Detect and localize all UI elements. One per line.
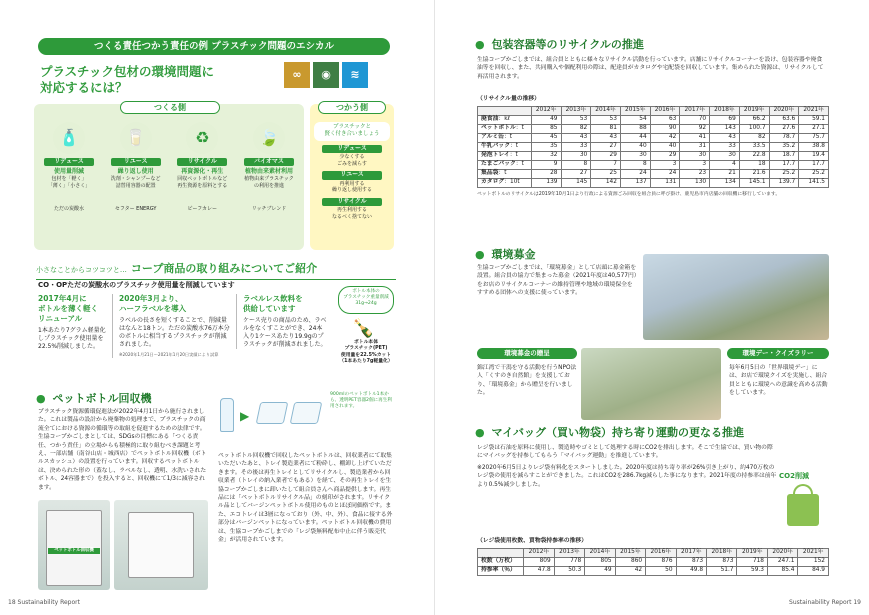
mybag-title bbox=[475, 426, 744, 441]
bag-caption: （レジ袋使用枚数、買物袋持参率の推移） bbox=[477, 538, 587, 544]
item-product: ただの炭酸水 bbox=[53, 205, 84, 212]
quiz-body: 毎年6月5日の「世界環境デー」には、お店で環境クイズを実施し、組合員とともに環境への意識を高める活動をしています。 bbox=[729, 365, 828, 397]
recycle-icon: ♻ bbox=[186, 122, 218, 154]
recycle-table bbox=[477, 106, 829, 188]
table-cell: 145 bbox=[561, 179, 591, 188]
quiz-label: 環境デー・クイズラリー bbox=[727, 348, 829, 359]
table-cell: 18 bbox=[739, 161, 769, 170]
recycle-note: ペットボトルのリサイクルは2019年10月1日より行政による資源ごみ回収を組合員に呼び掛け、鹿児島市内店舗の回収機に移行しています。 bbox=[477, 192, 781, 197]
year-header: 2019年 bbox=[739, 107, 769, 116]
case3-title: ラベルレス飲料を 供給しています bbox=[243, 294, 303, 313]
tsukau-text: 再利用する 繰り返し使用する bbox=[331, 180, 372, 194]
table-cell: 247.1 bbox=[767, 558, 797, 567]
table-row bbox=[478, 134, 829, 143]
year-header: 2013年 bbox=[561, 107, 591, 116]
table-cell: 873 bbox=[707, 558, 737, 567]
table-cell: 53 bbox=[591, 116, 621, 125]
table-cell: 35 bbox=[531, 143, 561, 152]
tsukau-lead: プラスチックと 賢く付き合いましょう bbox=[314, 122, 390, 141]
year-header: 2016年 bbox=[650, 107, 680, 116]
row-label: 枚数（万枚） bbox=[478, 558, 524, 567]
table-row bbox=[478, 567, 829, 576]
table-cell: 90 bbox=[650, 125, 680, 134]
table-cell: 88 bbox=[620, 125, 650, 134]
pet-body2: ペットボトル回収機で回収したペットボトルは、回収業者にて取集いただいたあと、トレイ製造業者にて粉砕し、棚卸し上げていただきます。その後は再生トレイとしてリサイクルし、製造業者から回収業者（トレイの納入業者でもある）を経て、その再生トレイを生協コープかごしまに卸いたして組合員さんへ商品提供します。再生品には「ペットボトルリサイクル品」の刻印がされます。リサイクル品としてバージンペットボトル使用のものとほぼ同価格です。また、エコトレイは3層になっており（外、中、外）、食品に接する外部分はバージンペットになっています。ペットボトル回収機の費用は、生協コープかごしまでの「レジ袋無料配布中止に伴う販売代金」が活用されています。 bbox=[218, 453, 393, 544]
table-cell: 137 bbox=[620, 179, 650, 188]
table-cell: 19.4 bbox=[799, 152, 829, 161]
item-desc: 植物由来素材利用 bbox=[244, 168, 293, 176]
table-cell: 32 bbox=[531, 152, 561, 161]
table-cell: 82 bbox=[739, 134, 769, 143]
year-header: 2016年 bbox=[646, 549, 676, 558]
tsukuru-header: つくる側 bbox=[120, 101, 220, 114]
row-unit: ：t bbox=[515, 161, 524, 168]
table-cell: 40 bbox=[650, 143, 680, 152]
table-cell: 45 bbox=[531, 134, 561, 143]
table-cell: 131 bbox=[650, 179, 680, 188]
case1-title: 2017年4月に ボトルを薄く軽く リニューアル bbox=[38, 294, 98, 323]
leaf-icon: 🍃 bbox=[253, 122, 285, 154]
table-row bbox=[478, 161, 829, 170]
year-header: 2018年 bbox=[710, 107, 740, 116]
table-cell: 25 bbox=[591, 170, 621, 179]
sdg-tiles bbox=[284, 62, 368, 88]
year-header: 2020年 bbox=[767, 549, 797, 558]
pet-machine-photo bbox=[38, 500, 110, 590]
machine-label: ペットボトル回収機 bbox=[48, 548, 100, 554]
case1 bbox=[38, 294, 106, 351]
tsukau-tag: リデュース bbox=[322, 145, 382, 153]
headline bbox=[40, 64, 214, 96]
table-cell: 49 bbox=[585, 567, 615, 576]
coop-title: コープ商品の取り組みについてご紹介 bbox=[130, 262, 318, 275]
row-unit: ：t bbox=[509, 152, 518, 159]
tsukau-text: 少なくする ごみを減らす bbox=[336, 153, 367, 167]
table-cell: 142 bbox=[591, 179, 621, 188]
table-header-row bbox=[478, 549, 829, 558]
bottle-caption: ボトル本体 プラスチック(PET) 使用量を22.5%カット （1本あたり7g軽量化） bbox=[339, 340, 393, 365]
item-reuse bbox=[105, 122, 167, 212]
mybag-note: ※2020年6月5日よりレジ袋有料化をスタートしました。2020年度は持ち寄り率が26%引き上がり、約470万枚のレジ袋の使用を減らすことができました。これはCO2を286.7kg減らした事になります。2021年度の持参率は前年より0.5%減少しました。 bbox=[477, 465, 777, 488]
item-tag: バイオマス bbox=[244, 158, 294, 166]
table-cell: 21.6 bbox=[739, 170, 769, 179]
mybag-body: レジ袋は石油を原料に使用し、製造時やゴミとして処理する時にCO2を排出します。そこで生協では、買い物の際にマイバッグを持参してもらう「マイバッグ運動」を推進しています。 bbox=[477, 445, 773, 460]
table-cell: 860 bbox=[615, 558, 645, 567]
pet-tray-note: 900mlのペットボトル1本から、透明PET容器2個に再生利用されます。 bbox=[330, 392, 392, 410]
table-row bbox=[478, 152, 829, 161]
year-header: 2012年 bbox=[524, 549, 554, 558]
fund-title-text: 環境募金 bbox=[491, 248, 536, 261]
fund-body: 生協コープかごしまでは、「環境募金」として店頭に募金箱を設置。組合員の協力で集まった募金（2021年度は40,577円）をお店のリサイクルコーナーの維持管理や地域の環境保全をすすめる団体への支援に使っています。 bbox=[477, 265, 637, 297]
table-cell: 24 bbox=[650, 170, 680, 179]
case2 bbox=[112, 294, 230, 358]
table-cell: 82 bbox=[561, 125, 591, 134]
table-cell: 49 bbox=[531, 116, 561, 125]
table-cell: 35.2 bbox=[769, 143, 799, 152]
table-corner bbox=[478, 107, 532, 116]
table-cell: 30 bbox=[620, 152, 650, 161]
table-cell: 33.5 bbox=[739, 143, 769, 152]
table-row bbox=[478, 116, 829, 125]
table-cell: 43 bbox=[561, 134, 591, 143]
row-label-text: 集品袋 bbox=[481, 170, 499, 177]
table-cell: 31 bbox=[680, 143, 710, 152]
year-header: 2015年 bbox=[620, 107, 650, 116]
item-note: 回収ペットボトルなど 再生資源を原料とする bbox=[177, 176, 228, 189]
table-cell: 4 bbox=[710, 161, 740, 170]
row-unit: ：t bbox=[510, 143, 519, 150]
table-cell: 809 bbox=[524, 558, 554, 567]
table-cell: 92 bbox=[680, 125, 710, 134]
mybag-title-text: マイバッグ（買い物袋）持ち寄り運動の更なる推進 bbox=[491, 426, 745, 439]
year-header: 2014年 bbox=[585, 549, 615, 558]
pkg-title-text: 包装容器等のリサイクルの推進 bbox=[491, 38, 644, 51]
item-recycle bbox=[171, 122, 233, 212]
table-row bbox=[478, 558, 829, 567]
table-cell: 778 bbox=[554, 558, 584, 567]
tsukau-tag: リユース bbox=[322, 171, 382, 179]
year-header: 2020年 bbox=[769, 107, 799, 116]
table-cell: 134 bbox=[710, 179, 740, 188]
pet-tray-illustration bbox=[218, 392, 328, 444]
infinity-icon: ∞ bbox=[292, 67, 302, 81]
tsukau-text: 再生利用する なるべく捨てない bbox=[331, 207, 372, 220]
row-label bbox=[478, 134, 532, 143]
table-cell: 75.7 bbox=[799, 134, 829, 143]
tsukuru-items bbox=[38, 122, 300, 212]
table-cell: 21 bbox=[710, 170, 740, 179]
pet-bottle-icon bbox=[220, 398, 234, 432]
table-cell: 25.2 bbox=[799, 170, 829, 179]
recycle-caption: （リサイクル量の推移） bbox=[477, 96, 540, 102]
table-cell: 54 bbox=[620, 116, 650, 125]
table-cell: 24 bbox=[620, 170, 650, 179]
table-cell: 139.7 bbox=[769, 179, 799, 188]
coop-heading bbox=[36, 262, 396, 280]
table-cell: 47.8 bbox=[524, 567, 554, 576]
item-note: 植物由来プラスチック の利用を推進 bbox=[244, 176, 294, 189]
table-cell: 49.8 bbox=[676, 567, 706, 576]
sdg-12-tile bbox=[284, 62, 310, 88]
table-cell: 43 bbox=[710, 134, 740, 143]
table-cell: 27 bbox=[591, 143, 621, 152]
table-cell: 78.7 bbox=[769, 134, 799, 143]
banner-title: つくる責任つかう責任の例 プラスチック問題のエシカル bbox=[38, 38, 390, 55]
table-cell: 85 bbox=[531, 125, 561, 134]
table-cell: 22.8 bbox=[739, 152, 769, 161]
bottle-icon: 🧴 bbox=[53, 122, 85, 154]
bottle-badge: ボトル本体の プラスチック重量削減 31g→24g bbox=[338, 286, 394, 314]
sdg-14-tile bbox=[342, 62, 368, 88]
table-cell: 130 bbox=[680, 179, 710, 188]
bottle-icon: 🍾 bbox=[352, 318, 375, 339]
pkg-title bbox=[475, 38, 644, 53]
beach-photo bbox=[643, 254, 829, 340]
table-cell: 42 bbox=[615, 567, 645, 576]
table-cell: 59.1 bbox=[799, 116, 829, 125]
year-header: 2017年 bbox=[676, 549, 706, 558]
table-cell: 63 bbox=[650, 116, 680, 125]
year-header: 2015年 bbox=[615, 549, 645, 558]
row-label-text: アルミ缶 bbox=[481, 134, 504, 141]
table-cell: 66.2 bbox=[739, 116, 769, 125]
row-unit: ：10t bbox=[504, 179, 520, 186]
row-label-text: 発泡トレイ bbox=[481, 152, 510, 159]
table-cell: 27.1 bbox=[799, 125, 829, 134]
row-label bbox=[478, 125, 532, 134]
table-cell: 145.1 bbox=[739, 179, 769, 188]
table-header-row bbox=[478, 107, 829, 116]
table-cell: 53 bbox=[561, 116, 591, 125]
item-desc: 繰り返し使用 bbox=[117, 168, 154, 176]
row-label bbox=[478, 152, 532, 161]
item-tag: リデュース bbox=[44, 158, 94, 166]
table-cell: 139 bbox=[531, 179, 561, 188]
table-cell: 17.7 bbox=[769, 161, 799, 170]
machine-slot bbox=[128, 512, 194, 578]
item-biomass bbox=[238, 122, 300, 212]
case1-body: 1本あたり7グラム軽量化しプラスチック使用量を22.5%削減しました。 bbox=[38, 327, 106, 351]
small-start: 小さなことからコツコツと… bbox=[36, 266, 127, 274]
table-cell: 40 bbox=[620, 143, 650, 152]
table-cell: 8 bbox=[561, 161, 591, 170]
co2-logo: CO2削減 bbox=[779, 472, 809, 480]
row-label bbox=[478, 179, 532, 188]
headline-line2: 対応するには？ bbox=[40, 80, 128, 95]
item-product: セフター ENERGY bbox=[114, 205, 157, 212]
case3 bbox=[236, 294, 328, 349]
pet-body1: プラスチック資源循環促進法が2022年4月1日から施行されました。これは製品の設計から廃棄物の処理まで、プラスチックの商流全てにおける資源の循環等の取組を促進するための法律です。生協コープかごしまとしては、SDGsの目標にある「つくる責任、つかう責任」の立場からも積極的に取り組むべき課題と考え、一部店舗（南谷山店・城西店）でペットボトル回収機（ボトルスカッシュ）の設置を行っています。回収するペットボトルは、決められた形の（蓋なし、ラベルなし、透明、水洗いされたボトル、24容器まで）を投入すると、回収機にて1/3に減容されます。 bbox=[38, 409, 207, 491]
refill-pack-icon: 🥛 bbox=[120, 122, 152, 154]
right-page bbox=[435, 0, 869, 615]
headline-line1: プラスチック包材の環境問題に bbox=[40, 64, 215, 79]
table-cell: 33 bbox=[710, 143, 740, 152]
row-label-text: 廃食油 bbox=[481, 116, 499, 123]
year-header: 2021年 bbox=[798, 549, 829, 558]
left-footer: 18 Sustainability Report bbox=[8, 599, 80, 606]
fund-title bbox=[475, 248, 535, 263]
year-header: 2018年 bbox=[707, 549, 737, 558]
table-cell: 42 bbox=[650, 134, 680, 143]
table-cell: 29 bbox=[650, 152, 680, 161]
left-page bbox=[0, 0, 434, 615]
table-cell: 81 bbox=[591, 125, 621, 134]
year-header: 2014年 bbox=[591, 107, 621, 116]
row-label: 持参率（％） bbox=[478, 567, 524, 576]
case2-title: 2020年3月より、 ハーフラベルを導入 bbox=[119, 294, 187, 313]
right-footer: Sustainability Report 19 bbox=[789, 599, 861, 606]
table-cell: 44 bbox=[620, 134, 650, 143]
row-label-text: カタログ bbox=[481, 179, 505, 186]
row-label bbox=[478, 161, 532, 170]
table-cell: 28 bbox=[531, 170, 561, 179]
item-desc: 使用量削減 bbox=[53, 168, 84, 176]
table-cell: 25.2 bbox=[769, 170, 799, 179]
item-note: 洗剤・シャンプーなど 詰替用容器の配置 bbox=[110, 176, 161, 189]
arrow-icon: ▶ bbox=[240, 409, 250, 423]
table-cell: 3 bbox=[680, 161, 710, 170]
item-tag: リサイクル bbox=[177, 158, 227, 166]
row-label-text: たまごパック bbox=[481, 161, 516, 168]
item-product: ビーフカレー bbox=[187, 205, 218, 212]
item-product: リッチブレンド bbox=[251, 205, 287, 212]
case2-body: ラベルの長さを短くすることで、削減量はなんと18トン。ただの炭酸水76万本分のボトルに相当するプラスチックが削減されました。 bbox=[119, 317, 230, 349]
bag-illustration bbox=[779, 472, 831, 528]
table-cell: 30 bbox=[680, 152, 710, 161]
tray-icon bbox=[256, 402, 289, 424]
gift-body: 錦江湾で干潟を守る活動を行うNPO法人「くすのき自然館」を支援しており、「環境募金」から贈呈を行いました。 bbox=[477, 365, 577, 397]
globe-icon: ◉ bbox=[321, 67, 331, 81]
table-row bbox=[478, 125, 829, 134]
row-label-text: ペットボトル bbox=[481, 125, 516, 132]
case2-note: ※2020年1月21日〜2021年1月20日実績により試算 bbox=[119, 352, 219, 358]
table-cell: 805 bbox=[585, 558, 615, 567]
table-cell: 41 bbox=[680, 134, 710, 143]
table-cell: 85.4 bbox=[767, 567, 797, 576]
table-cell: 873 bbox=[676, 558, 706, 567]
table-cell: 9 bbox=[531, 161, 561, 170]
table-row bbox=[478, 179, 829, 188]
table-cell: 27 bbox=[561, 170, 591, 179]
pet-machine-photo-2 bbox=[114, 500, 208, 590]
table-row bbox=[478, 170, 829, 179]
table-cell: 7 bbox=[591, 161, 621, 170]
year-header: 2013年 bbox=[554, 549, 584, 558]
table-cell: 27.6 bbox=[769, 125, 799, 134]
table-corner bbox=[478, 549, 524, 558]
row-unit: ：t bbox=[503, 134, 513, 141]
sdg-13-tile bbox=[313, 62, 339, 88]
table-cell: 3 bbox=[650, 161, 680, 170]
table-cell: 70 bbox=[680, 116, 710, 125]
table-cell: 29 bbox=[591, 152, 621, 161]
table-cell: 69 bbox=[710, 116, 740, 125]
table-cell: 84.9 bbox=[798, 567, 829, 576]
table-cell: 30 bbox=[561, 152, 591, 161]
row-label bbox=[478, 116, 532, 125]
item-reduce bbox=[38, 122, 100, 212]
table-cell: 23 bbox=[680, 170, 710, 179]
table-cell: 152 bbox=[798, 558, 829, 567]
row-unit: ：t bbox=[515, 125, 524, 132]
item-desc: 再資源化・再生 bbox=[181, 168, 224, 176]
gift-label: 環境募金の贈呈 bbox=[477, 348, 577, 359]
recycle-table-body bbox=[478, 116, 829, 188]
table-cell: 50 bbox=[646, 567, 676, 576]
row-label-text: 牛乳パック bbox=[481, 143, 510, 150]
item-tag: リユース bbox=[111, 158, 161, 166]
table-cell: 33 bbox=[561, 143, 591, 152]
table-cell: 876 bbox=[646, 558, 676, 567]
row-label bbox=[478, 143, 532, 152]
table-cell: 8 bbox=[620, 161, 650, 170]
table-cell: 141.5 bbox=[799, 179, 829, 188]
bag-icon bbox=[787, 494, 819, 526]
table-cell: 59.3 bbox=[737, 567, 767, 576]
tsukau-body bbox=[314, 122, 390, 221]
table-cell: 38.8 bbox=[799, 143, 829, 152]
table-cell: 51.7 bbox=[707, 567, 737, 576]
bag-table bbox=[477, 548, 829, 576]
case3-body: ケース売りの商品のため、ラベルをなくすことができ、24本入り1ケースあたり19.9gのプラスチックが削減されました。 bbox=[243, 317, 327, 349]
pkg-body: 生協コープかごしまでは、組合員とともに様々なリサイクル活動を行っています。店舗にリサイクルコーナーを設け、包装容器や廃食油等を回収し、また、共同購入や個配利用の際は、配達員がカタログや宅配袋を回収しています。集められた資源は、リサイクルして再活用されます。 bbox=[477, 57, 824, 80]
pet-title-text: ペットボトル回収機 bbox=[52, 392, 152, 405]
year-header: 2012年 bbox=[531, 107, 561, 116]
table-cell: 718 bbox=[737, 558, 767, 567]
row-label bbox=[478, 170, 532, 179]
item-note: 包材を「軽く」 「薄く」「小さく」 bbox=[47, 176, 91, 189]
pet-title bbox=[36, 392, 151, 407]
year-header: 2021年 bbox=[799, 107, 829, 116]
fish-icon: ≋ bbox=[350, 67, 360, 81]
bag-table-body bbox=[478, 558, 829, 576]
year-header: 2017年 bbox=[680, 107, 710, 116]
table-cell: 100.7 bbox=[739, 125, 769, 134]
table-cell: 17.7 bbox=[799, 161, 829, 170]
tray-icon bbox=[290, 402, 323, 424]
table-cell: 50.3 bbox=[554, 567, 584, 576]
row-unit: ：kℓ bbox=[498, 116, 510, 123]
tsukau-tag: リサイクル bbox=[322, 198, 382, 206]
year-header: 2019年 bbox=[737, 549, 767, 558]
co2-line: CO・OPただの炭酸水のプラスチック使用量を削減しています bbox=[38, 281, 235, 289]
table-cell: 143 bbox=[710, 125, 740, 134]
tsukau-header: つかう側 bbox=[318, 101, 386, 114]
table-cell: 18.7 bbox=[769, 152, 799, 161]
table-cell: 63.6 bbox=[769, 116, 799, 125]
gift-photo bbox=[581, 348, 721, 420]
table-row bbox=[478, 143, 829, 152]
table-cell: 43 bbox=[591, 134, 621, 143]
table-cell: 30 bbox=[710, 152, 740, 161]
row-unit: ：t bbox=[498, 170, 507, 177]
